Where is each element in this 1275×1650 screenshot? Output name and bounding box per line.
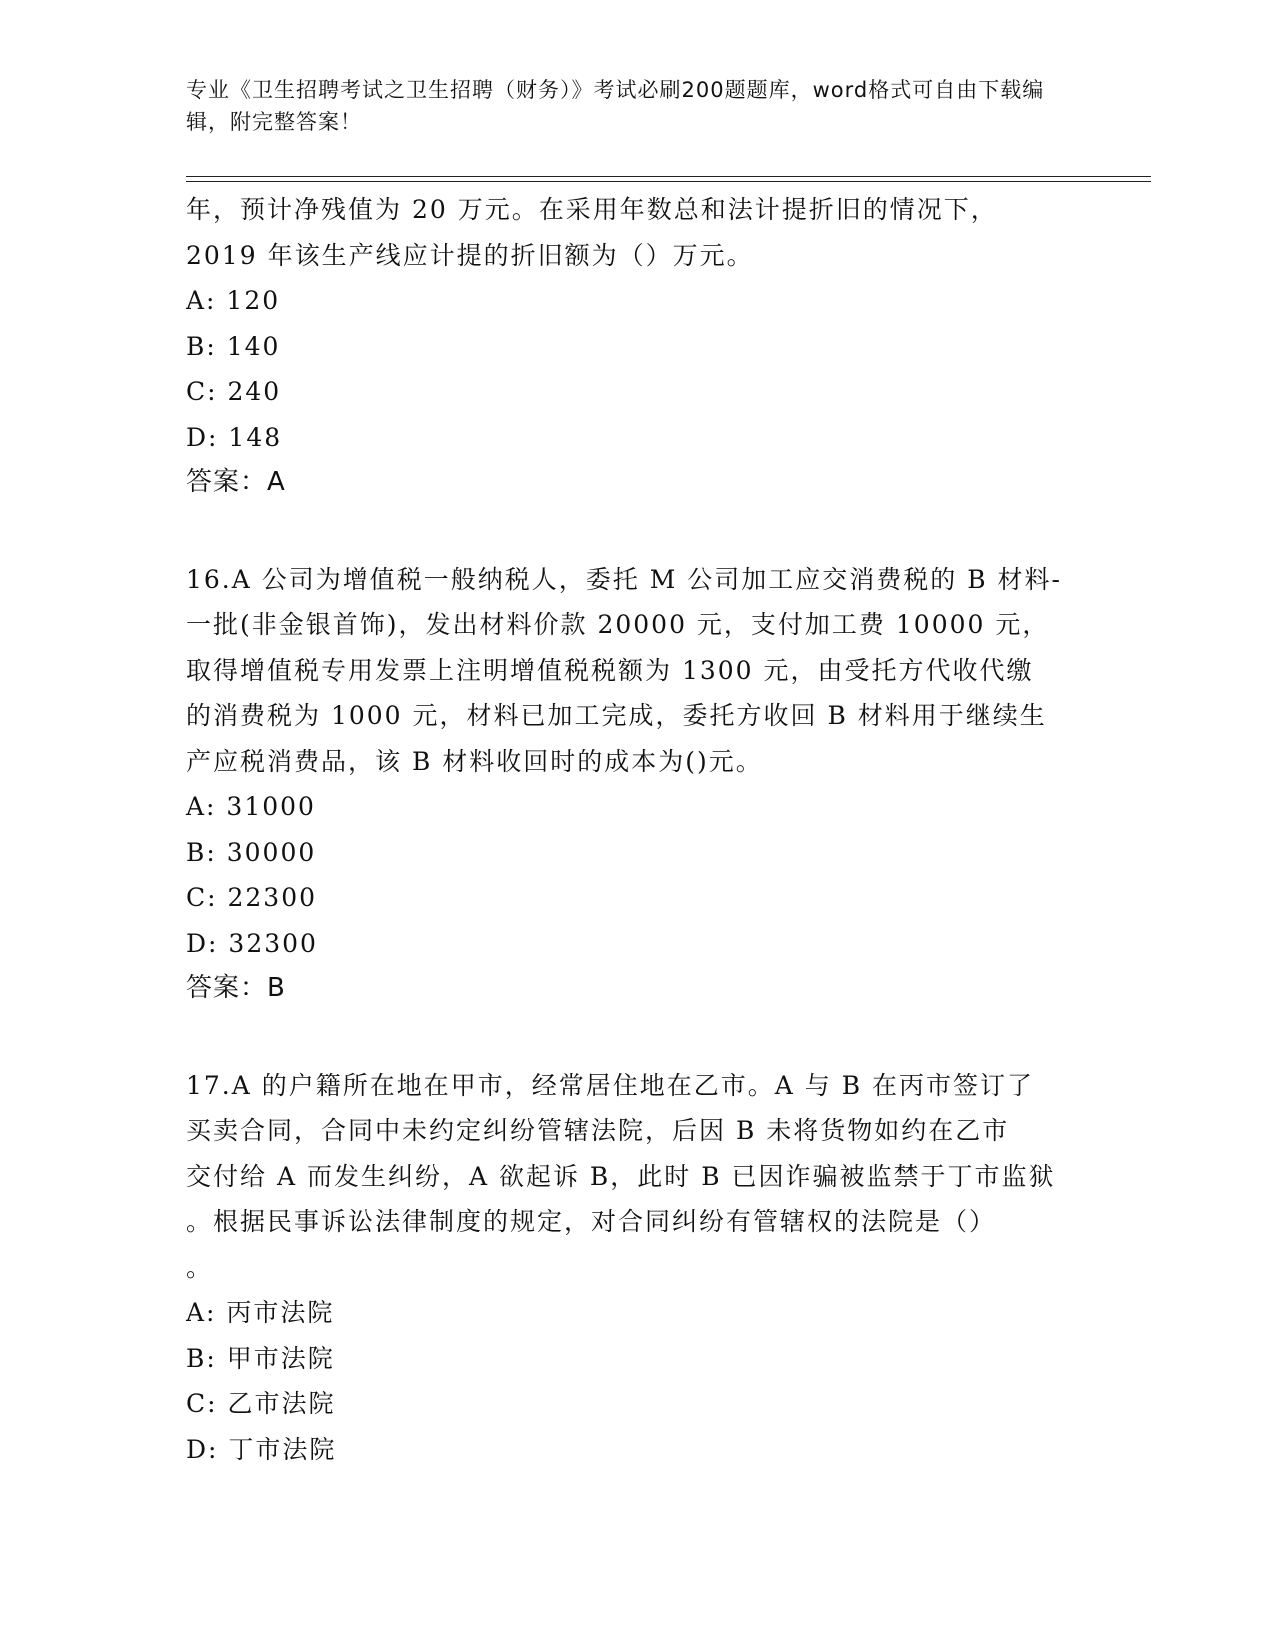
question-stem-line: 一批(非金银首饰)，发出材料价款 20000 元，支付加工费 10000 元， bbox=[186, 610, 1050, 639]
question-stem-line: 产应税消费品，该 B 材料收回时的成本为()元。 bbox=[186, 746, 763, 776]
option-b: B: 甲市法院 bbox=[186, 1343, 335, 1373]
option-d: D: 148 bbox=[186, 422, 283, 452]
option-d: D: 丁市法院 bbox=[186, 1434, 337, 1464]
answer-label: 答案：A bbox=[186, 467, 286, 497]
option-a: A: 120 bbox=[186, 286, 281, 315]
option-b: B: 30000 bbox=[186, 837, 317, 867]
question-stem-line: 2019 年该生产线应计提的折旧额为（）万元。 bbox=[186, 240, 754, 270]
question-stem-line: 。根据民事诉讼法律制度的规定，对合同纠纷有管辖权的法院是（） bbox=[186, 1207, 997, 1236]
spacer bbox=[186, 1012, 1106, 1063]
question-stem-line: 取得增值税专用发票上注明增值税税额为 1300 元，由受托方代收代缴 bbox=[186, 655, 1034, 685]
question-16 bbox=[186, 557, 1106, 1012]
question-17 bbox=[186, 1063, 1106, 1473]
option-b: B: 140 bbox=[186, 331, 281, 361]
option-c: C: 22300 bbox=[186, 883, 318, 912]
question-stem-line: 16.A 公司为增值税一般纳税人，委托 M 公司加工应交消费税的 B 材料- bbox=[186, 564, 1062, 594]
question-stem-line: 17.A 的户籍所在地在甲市，经常居住地在乙市。A 与 B 在丙市签订了 bbox=[186, 1070, 1035, 1100]
header-rule-bottom bbox=[186, 181, 1151, 182]
option-d: D: 32300 bbox=[186, 928, 318, 958]
option-a: A: 31000 bbox=[186, 792, 316, 821]
option-a: A: 丙市法院 bbox=[186, 1298, 335, 1327]
document-body bbox=[186, 187, 1106, 1472]
question-stem-line: 买卖合同，合同中未约定纠纷管辖法院，后因 B 未将货物如约在乙市 bbox=[186, 1116, 1010, 1145]
question-stem-line: 。 bbox=[186, 1252, 214, 1282]
question-stem-line: 的消费税为 1000 元，材料已加工完成，委托方收回 B 材料用于继续生 bbox=[186, 701, 1047, 730]
question-stem-line: 年，预计净残值为 20 万元。在采用年数总和法计提折旧的情况下， bbox=[186, 195, 998, 224]
question-15 bbox=[186, 187, 1106, 506]
answer-label: 答案：B bbox=[186, 973, 286, 1003]
header-rule-top bbox=[186, 176, 1151, 177]
option-c: C: 240 bbox=[186, 377, 282, 406]
spacer bbox=[186, 506, 1106, 557]
question-stem-line: 交付给 A 而发生纠纷，A 欲起诉 B，此时 B 已因诈骗被监禁于丁市监狱 bbox=[186, 1161, 1056, 1191]
document-header: 专业《卫生招聘考试之卫生招聘（财务）》考试必刷200题题库，word格式可自由下载编辑，附完整答案！ bbox=[186, 78, 1045, 134]
option-c: C: 乙市法院 bbox=[186, 1389, 336, 1418]
